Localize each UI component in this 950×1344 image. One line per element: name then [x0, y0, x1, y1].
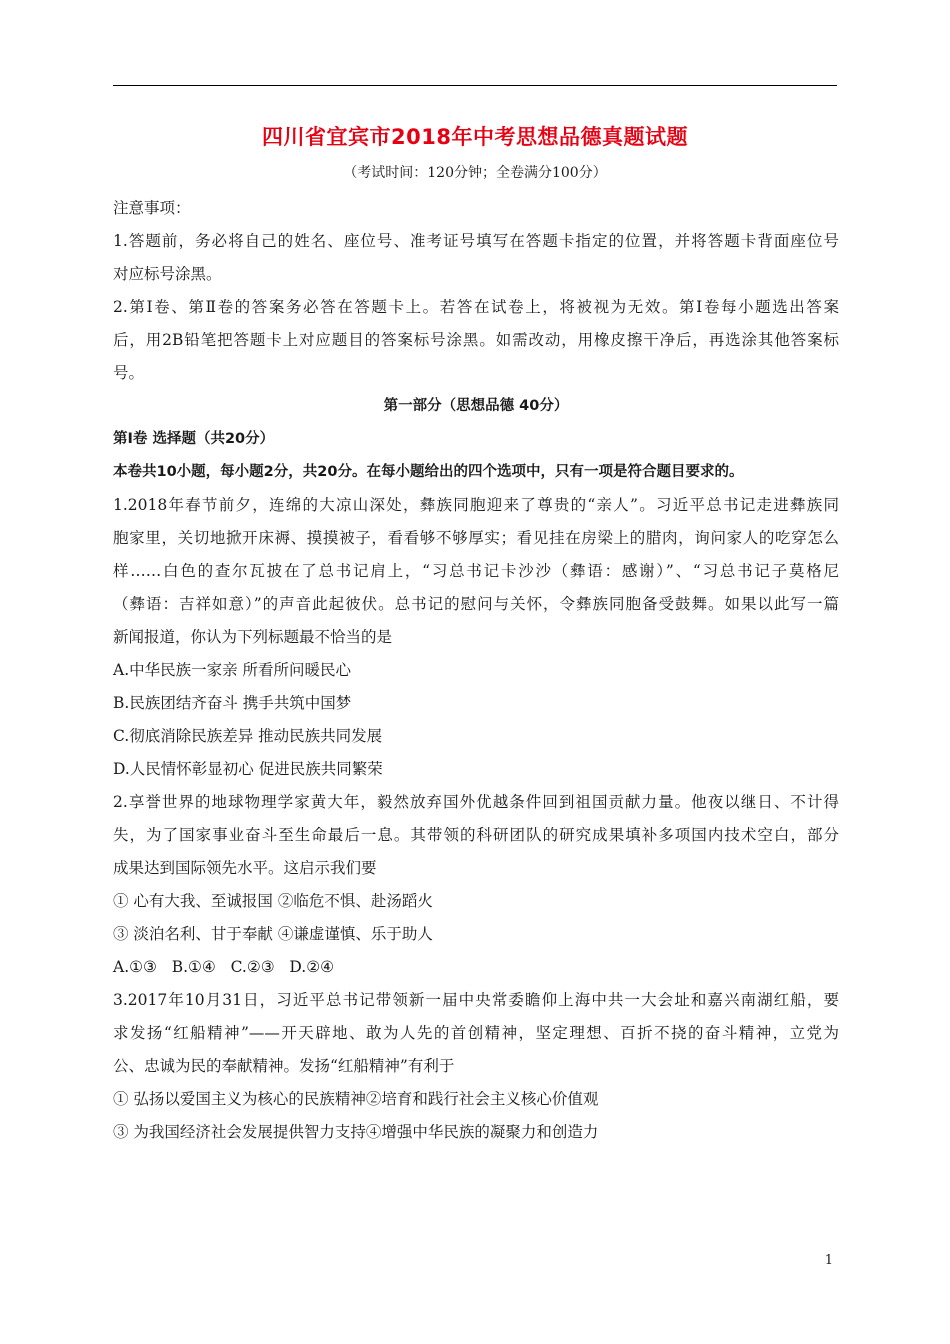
q3-line-1: 3.2017年10月31日，习近平总书记带领新一届中央常委瞻仰上海中共一大会址和嘉兴南湖红船，要 — [113, 991, 839, 1009]
notice-item-1-line-2: 对应标号涂黑。 — [113, 265, 222, 283]
notice-item-2-line-3: 号。 — [113, 364, 145, 382]
q1-option-c: C.彻底消除民族差异 推动民族共同发展 — [113, 727, 383, 745]
q1-line-2: 胞家里，关切地掀开床褥、摸摸被子，看看够不够厚实；看见挂在房梁上的腊肉，询问家人的吃穿怎么 — [113, 529, 839, 547]
q2-line-2: 失，为了国家事业奋斗至生命最后一息。其带领的科研团队的研究成果填补多项国内技术空白，部分 — [113, 826, 839, 844]
notice-item-2-line-2: 后，用2B铅笔把答题卡上对应题目的答案标号涂黑。如需改动，用橡皮擦干净后，再选涂其他答案标 — [113, 331, 839, 349]
q1-line-1: 1.2018年春节前夕，连绵的大凉山深处，彝族同胞迎来了尊贵的“亲人”。习近平总书记走进彝族同 — [113, 496, 839, 514]
page-title: 四川省宜宾市2018年中考思想品德真题试题 — [262, 125, 688, 149]
q3-line-2: 求发扬“红船精神”——开天辟地、敢为人先的首创精神，坚定理想、百折不挠的奋斗精神，立党为 — [113, 1024, 839, 1042]
part-heading: 第一部分（思想品德 40分） — [383, 398, 569, 414]
q2-statements-2: ③ 淡泊名利、甘于奉献 ④谦虚谨慎、乐于助人 — [113, 925, 433, 943]
volume-heading: 第Ⅰ卷 选择题（共20分） — [113, 431, 275, 447]
section-instructions: 本卷共10小题，每小题2分，共20分。在每小题给出的四个选项中，只有一项是符合题目要求的。 — [113, 464, 744, 480]
q2-line-1: 2.享誉世界的地球物理学家黄大年，毅然放弃国外优越条件回到祖国贡献力量。他夜以继日、不计得 — [113, 793, 839, 811]
q1-option-a: A.中华民族一家亲 所看所问暖民心 — [113, 661, 352, 679]
q3-statements-1: ① 弘扬以爱国主义为核心的民族精神②培育和践行社会主义核心价值观 — [113, 1090, 599, 1108]
page-number: 1 — [824, 1253, 833, 1268]
q3-statements-2: ③ 为我国经济社会发展提供智力支持④增强中华民族的凝聚力和创造力 — [113, 1123, 599, 1141]
header-rule — [113, 85, 837, 86]
q2-statements-1: ① 心有大我、至诚报国 ②临危不惧、赴汤蹈火 — [113, 892, 433, 910]
q2-options: A.①③ B.①④ C.②③ D.②④ — [113, 958, 334, 976]
q1-line-4: （彝语：吉祥如意）”的声音此起彼伏。总书记的慰问与关怀，令彝族同胞备受鼓舞。如果以此写一篇 — [113, 595, 839, 613]
exam-info: （考试时间：120分钟；全卷满分100分） — [343, 165, 607, 181]
q2-line-3: 成果达到国际领先水平。这启示我们要 — [113, 859, 377, 877]
notice-item-2-line-1: 2.第Ⅰ卷、第Ⅱ卷的答案务必答在答题卡上。若答在试卷上，将被视为无效。第Ⅰ卷每小题选出答案 — [113, 298, 839, 316]
q1-option-d: D.人民情怀彰显初心 促进民族共同繁荣 — [113, 760, 383, 778]
q1-line-3: 样……白色的查尔瓦披在了总书记肩上，“习总书记卡沙沙（彝语：感谢）”、“习总书记子莫格尼 — [113, 562, 839, 580]
q1-line-5: 新闻报道，你认为下列标题最不恰当的是 — [113, 628, 393, 646]
exam-content — [113, 192, 839, 1149]
notice-heading: 注意事项： — [113, 199, 191, 217]
q3-line-3: 公、忠诚为民的奉献精神。发扬“红船精神”有利于 — [113, 1057, 455, 1075]
q1-option-b: B.民族团结齐奋斗 携手共筑中国梦 — [113, 694, 352, 712]
notice-item-1-line-1: 1.答题前，务必将自己的姓名、座位号、准考证号填写在答题卡指定的位置，并将答题卡背面座位号 — [113, 232, 839, 250]
